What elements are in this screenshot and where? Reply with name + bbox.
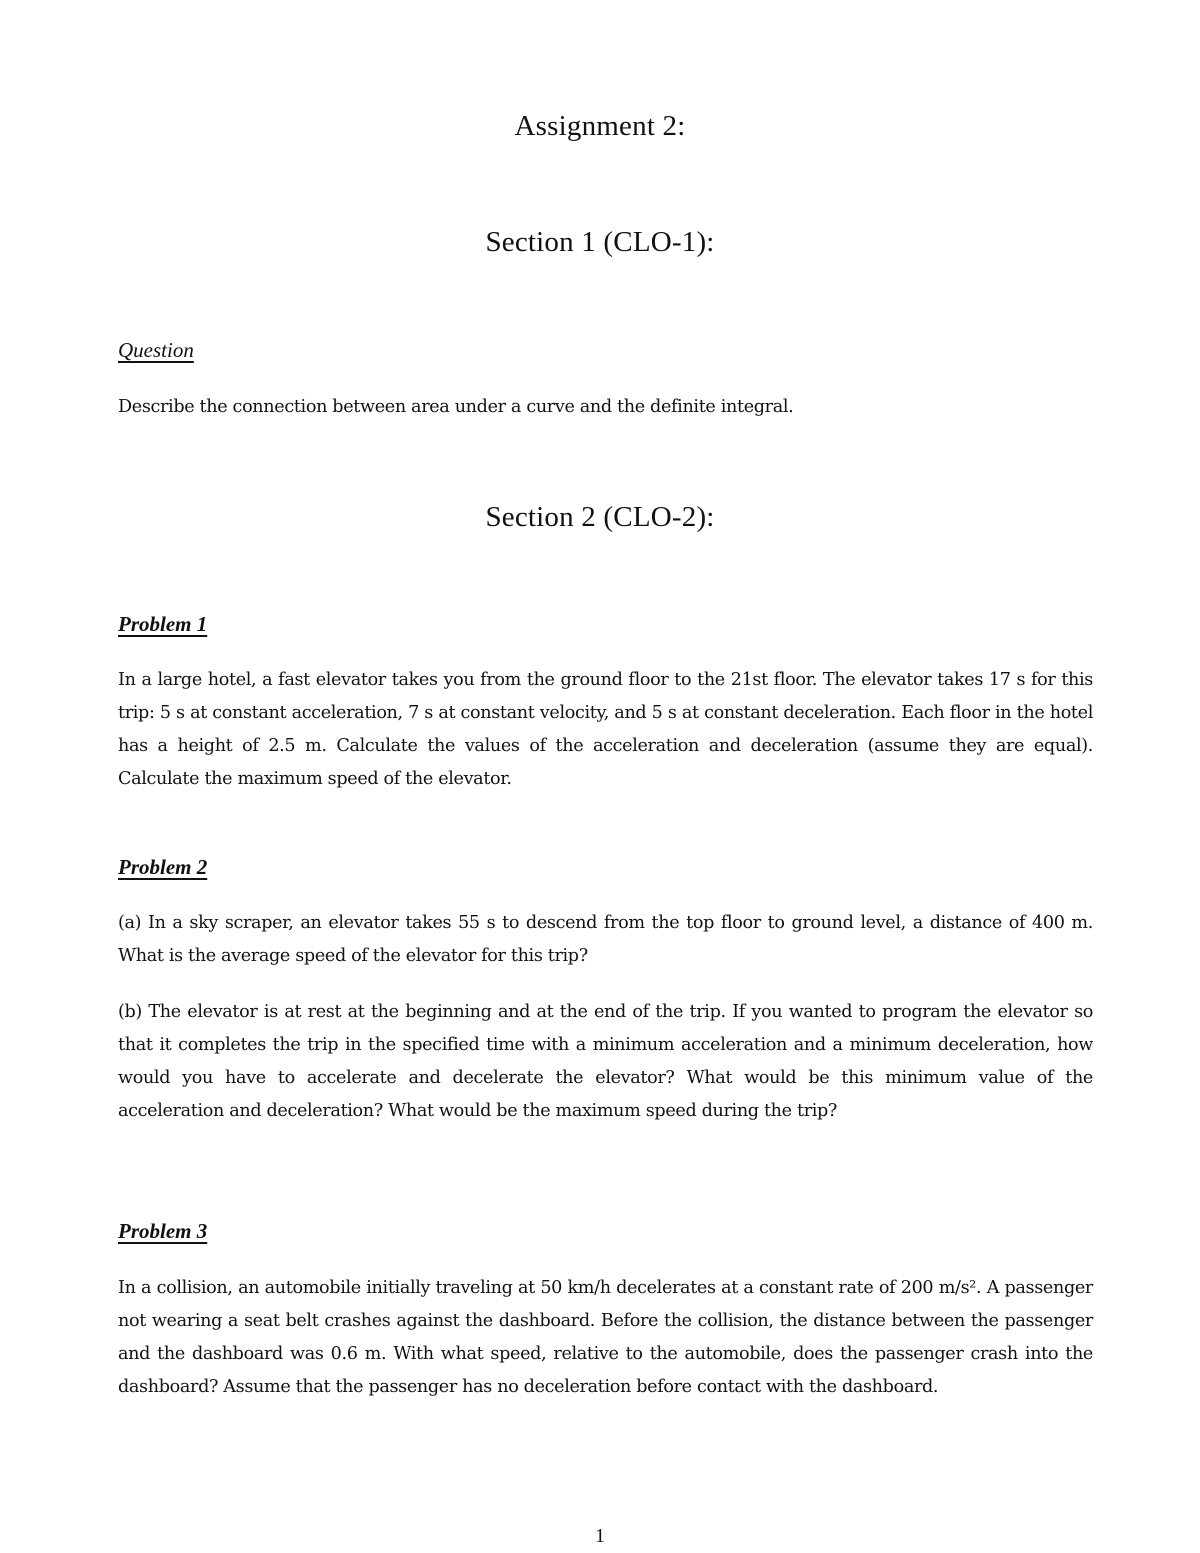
problem-2-label: Problem 2 bbox=[118, 855, 208, 879]
problem-2-part-a: (a) In a sky scraper, an elevator takes 55 s to descend from the top floor to ground level, a distance of 400 m. What is the average speed of the elevator for this trip? bbox=[118, 913, 1093, 966]
problem-1-label: Problem 1 bbox=[118, 612, 208, 636]
question-text: Describe the connection between area under a curve and the definite integral. bbox=[118, 397, 794, 417]
question-label: Question bbox=[118, 338, 194, 362]
document-title: Assignment 2: bbox=[514, 110, 686, 142]
problem-3-text: In a collision, an automobile initially traveling at 50 km/h decelerates at a constant rate of 200 m/s². A passenger not wearing a seat belt crashes against the dashboard. Before the collision, the distance between the passenger and the dashboard was 0.6 m. With what speed, relative to the automobile, does the passenger crash into the dashboard? Assume that the passenger has no deceleration before contact with the dashboard. bbox=[118, 1278, 1093, 1397]
page-number: 1 bbox=[595, 1525, 605, 1547]
section-2-heading: Section 2 (CLO-2): bbox=[485, 501, 715, 533]
section-1-heading: Section 1 (CLO-1): bbox=[485, 226, 715, 258]
problem-3-label: Problem 3 bbox=[118, 1219, 208, 1243]
problem-1-text: In a large hotel, a fast elevator takes you from the ground floor to the 21st floor. The elevator takes 17 s for this trip: 5 s at constant acceleration, 7 s at constant velocity, and 5 s at constant deceleration. Each floor in the hotel has a height of 2.5 m. Calculate the values of the acceleration and deceleration (assume they are equal). Calculate the maximum speed of the elevator. bbox=[118, 670, 1093, 789]
problem-2-part-b: (b) The elevator is at rest at the beginning and at the end of the trip. If you wanted to program the elevator so that it completes the trip in the specified time with a minimum acceleration and a minimum deceleration, how would you have to accelerate and decelerate the elevator? What would be this minimum value of the acceleration and deceleration? What would be the maximum speed during the trip? bbox=[118, 1002, 1093, 1121]
